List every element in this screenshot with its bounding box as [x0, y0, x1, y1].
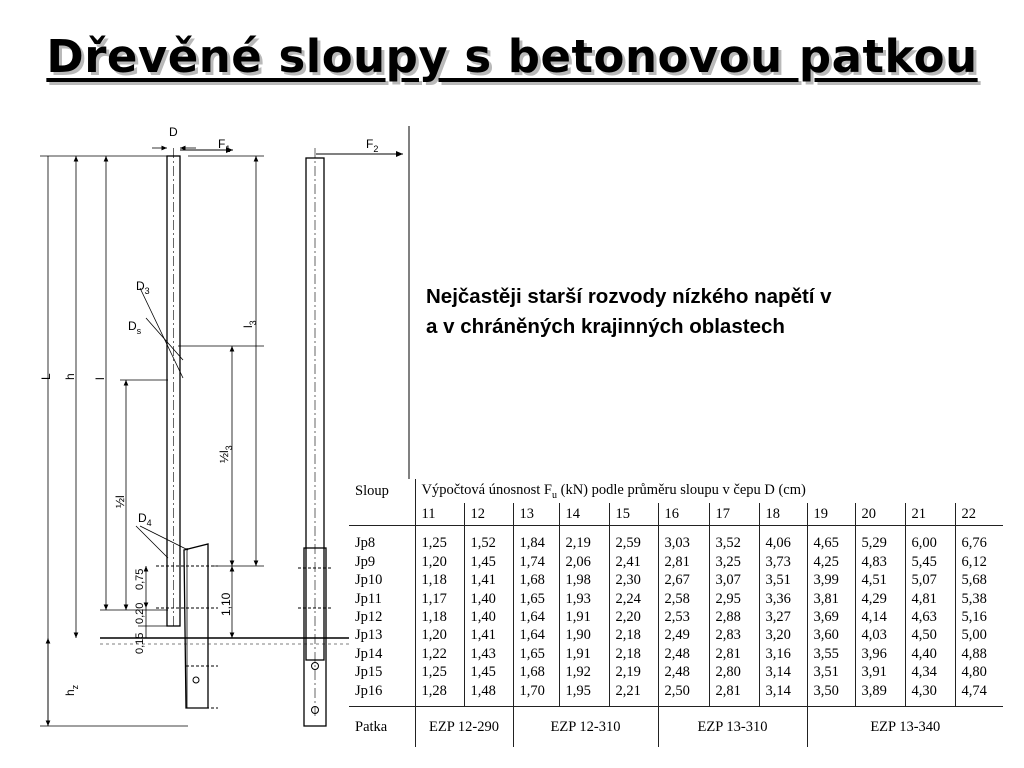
- diameter-header: 15: [609, 503, 658, 526]
- table-cell: 1,41: [464, 571, 513, 589]
- table-cell: 2,48: [658, 663, 709, 681]
- table-cell: 3,91: [855, 663, 905, 681]
- table-row: [349, 553, 1003, 571]
- table-cell: 1,18: [415, 608, 464, 626]
- table-cell: 1,93: [559, 589, 609, 607]
- header-caption: Výpočtová únosnost $F_u$ (kN) podle průměru sloupu v čepu D (cm): [421, 481, 806, 501]
- row-name: Jp10: [349, 571, 415, 589]
- table-cell: 6,76: [955, 526, 1003, 553]
- label-L: L: [39, 373, 53, 380]
- table-cell: 5,16: [955, 608, 1003, 626]
- table-cell: 3,20: [759, 626, 807, 644]
- table-cell: 2,18: [609, 645, 658, 663]
- label-075: 0,75: [134, 568, 146, 590]
- table-cell: 4,74: [955, 681, 1003, 706]
- table-cell: 5,00: [955, 626, 1003, 644]
- table-cell: 2,83: [709, 626, 759, 644]
- table-cell: 1,98: [559, 571, 609, 589]
- table-cell: 5,45: [905, 553, 955, 571]
- table-cell: 2,48: [658, 645, 709, 663]
- table-cell: 3,27: [759, 608, 807, 626]
- label-015: 0,15: [134, 632, 146, 654]
- table-cell: 2,24: [609, 589, 658, 607]
- row-name: Jp11: [349, 589, 415, 607]
- table-cell: 5,38: [955, 589, 1003, 607]
- table-cell: 2,95: [709, 589, 759, 607]
- table-cell: 4,03: [855, 626, 905, 644]
- table-cell: 2,53: [658, 608, 709, 626]
- table-cell: 4,06: [759, 526, 807, 553]
- label-half-l3: $\frac{1}{2}l_3$: [217, 445, 234, 463]
- label-ds: $D_s$: [128, 319, 142, 336]
- header-sloup: Sloup: [349, 479, 415, 503]
- table-cell: 2,50: [658, 681, 709, 706]
- left-pole: [136, 148, 218, 708]
- table-cell: 1,91: [559, 608, 609, 626]
- row-name: Jp14: [349, 645, 415, 663]
- table-cell: 2,19: [609, 663, 658, 681]
- diameter-header: 21: [905, 503, 955, 526]
- table-cell: 4,29: [855, 589, 905, 607]
- table-cell: 3,81: [807, 589, 855, 607]
- table-cell: 3,99: [807, 571, 855, 589]
- diameter-header: 12: [464, 503, 513, 526]
- label-020: 0,20: [134, 602, 146, 624]
- table-cell: 5,07: [905, 571, 955, 589]
- table-cell: 1,41: [464, 626, 513, 644]
- table-cell: 2,59: [609, 526, 658, 553]
- table-row: [349, 626, 1003, 644]
- table-cell: 1,68: [513, 571, 559, 589]
- footer-group: EZP 12-290: [415, 707, 513, 748]
- table-cell: 1,64: [513, 608, 559, 626]
- table-cell: 1,92: [559, 663, 609, 681]
- capacity-table: [349, 479, 1003, 747]
- table-row: [349, 681, 1003, 706]
- table-cell: 1,45: [464, 663, 513, 681]
- table-cell: 3,69: [807, 608, 855, 626]
- table-cell: 2,88: [709, 608, 759, 626]
- label-d4: $D_4$: [138, 511, 152, 528]
- table-cell: 1,25: [415, 663, 464, 681]
- table-cell: 1,95: [559, 681, 609, 706]
- table-cell: 3,55: [807, 645, 855, 663]
- footer-group: EZP 13-340: [807, 707, 1003, 748]
- table-cell: 4,65: [807, 526, 855, 553]
- table-cell: 3,89: [855, 681, 905, 706]
- diameter-header: 16: [658, 503, 709, 526]
- table-cell: 1,65: [513, 645, 559, 663]
- table-cell: 4,63: [905, 608, 955, 626]
- table-cell: 1,84: [513, 526, 559, 553]
- description-line-1: Nejčastěji starší rozvody nízkého napětí v: [426, 285, 832, 308]
- table-cell: 1,22: [415, 645, 464, 663]
- label-f1: $F_1$: [218, 137, 231, 154]
- row-name: Jp15: [349, 663, 415, 681]
- row-name: Jp16: [349, 681, 415, 706]
- table-cell: 4,81: [905, 589, 955, 607]
- table-row: [349, 526, 1003, 553]
- table-cell: 2,67: [658, 571, 709, 589]
- table-cell: 3,16: [759, 645, 807, 663]
- table-cell: 2,20: [609, 608, 658, 626]
- diameter-header: 17: [709, 503, 759, 526]
- diameter-header: 22: [955, 503, 1003, 526]
- dimension-lines: [40, 148, 264, 726]
- diameter-header: 19: [807, 503, 855, 526]
- table-cell: 4,25: [807, 553, 855, 571]
- table-cell: 1,17: [415, 589, 464, 607]
- table-cell: 4,88: [955, 645, 1003, 663]
- table-cell: 2,21: [609, 681, 658, 706]
- table-cell: 2,19: [559, 526, 609, 553]
- table-cell: 2,81: [709, 681, 759, 706]
- table-cell: 4,14: [855, 608, 905, 626]
- description: [426, 282, 1006, 342]
- table-cell: 3,50: [807, 681, 855, 706]
- label-h: h: [63, 373, 77, 380]
- table-cell: 3,60: [807, 626, 855, 644]
- table-cell: 3,73: [759, 553, 807, 571]
- table-row: [349, 663, 1003, 681]
- description-line-2: a v chráněných krajinných oblastech: [426, 315, 785, 338]
- label-l: l: [93, 377, 107, 380]
- label-f2: $F_2$: [366, 137, 379, 154]
- footer-patka: Patka: [349, 707, 415, 748]
- label-d3: $D_3$: [136, 279, 150, 296]
- table-cell: 1,65: [513, 589, 559, 607]
- table-cell: 4,51: [855, 571, 905, 589]
- table-cell: 1,28: [415, 681, 464, 706]
- table-cell: 1,18: [415, 571, 464, 589]
- table-cell: 3,14: [759, 681, 807, 706]
- table-cell: 2,81: [709, 645, 759, 663]
- row-name: Jp9: [349, 553, 415, 571]
- diameter-header: 18: [759, 503, 807, 526]
- row-name: Jp13: [349, 626, 415, 644]
- footer-group: EZP 13-310: [658, 707, 807, 748]
- table-cell: 3,51: [759, 571, 807, 589]
- table-cell: 4,40: [905, 645, 955, 663]
- table-cell: 1,25: [415, 526, 464, 553]
- table-cell: 4,30: [905, 681, 955, 706]
- table-cell: 4,80: [955, 663, 1003, 681]
- label-d: D: [169, 125, 178, 139]
- table-cell: 2,81: [658, 553, 709, 571]
- table-row: [349, 608, 1003, 626]
- diameter-header: 14: [559, 503, 609, 526]
- table-cell: 1,45: [464, 553, 513, 571]
- table-row: [349, 645, 1003, 663]
- label-hz: $h_z$: [63, 684, 80, 696]
- table-cell: 2,49: [658, 626, 709, 644]
- capacity-table-grid: [349, 479, 1003, 747]
- table-cell: 1,20: [415, 553, 464, 571]
- table-cell: 1,91: [559, 645, 609, 663]
- label-110: 1,10: [219, 592, 233, 616]
- table-cell: 3,36: [759, 589, 807, 607]
- footer-group: EZP 12-310: [513, 707, 658, 748]
- table-cell: 3,07: [709, 571, 759, 589]
- diameter-header: 20: [855, 503, 905, 526]
- table-cell: 1,43: [464, 645, 513, 663]
- table-row: [349, 589, 1003, 607]
- table-cell: 6,12: [955, 553, 1003, 571]
- table-cell: 2,58: [658, 589, 709, 607]
- table-cell: 1,74: [513, 553, 559, 571]
- table-row: [349, 571, 1003, 589]
- row-name: Jp8: [349, 526, 415, 553]
- table-cell: 3,51: [807, 663, 855, 681]
- table-cell: 1,90: [559, 626, 609, 644]
- page-title: Dřevěné sloupy s betonovou patkou: [46, 30, 978, 83]
- table-cell: 4,83: [855, 553, 905, 571]
- table-cell: 5,68: [955, 571, 1003, 589]
- label-half-l: ½l: [113, 495, 127, 508]
- table-cell: 4,50: [905, 626, 955, 644]
- right-pole: [298, 148, 332, 726]
- table-cell: 1,70: [513, 681, 559, 706]
- table-cell: 1,48: [464, 681, 513, 706]
- table-cell: 6,00: [905, 526, 955, 553]
- diameter-header: 11: [415, 503, 464, 526]
- table-cell: 3,96: [855, 645, 905, 663]
- table-cell: 1,52: [464, 526, 513, 553]
- row-name: Jp12: [349, 608, 415, 626]
- table-cell: 1,64: [513, 626, 559, 644]
- label-l3: $l_3$: [241, 320, 258, 328]
- table-cell: 3,25: [709, 553, 759, 571]
- table-cell: 2,41: [609, 553, 658, 571]
- table-cell: 2,06: [559, 553, 609, 571]
- table-cell: 4,34: [905, 663, 955, 681]
- table-cell: 2,80: [709, 663, 759, 681]
- table-cell: 2,30: [609, 571, 658, 589]
- table-cell: 2,18: [609, 626, 658, 644]
- table-cell: 3,52: [709, 526, 759, 553]
- table-cell: 5,29: [855, 526, 905, 553]
- table-cell: 1,20: [415, 626, 464, 644]
- table-cell: 3,14: [759, 663, 807, 681]
- table-cell: 3,03: [658, 526, 709, 553]
- table-cell: 1,68: [513, 663, 559, 681]
- diameter-header: 13: [513, 503, 559, 526]
- table-cell: 1,40: [464, 608, 513, 626]
- table-cell: 1,40: [464, 589, 513, 607]
